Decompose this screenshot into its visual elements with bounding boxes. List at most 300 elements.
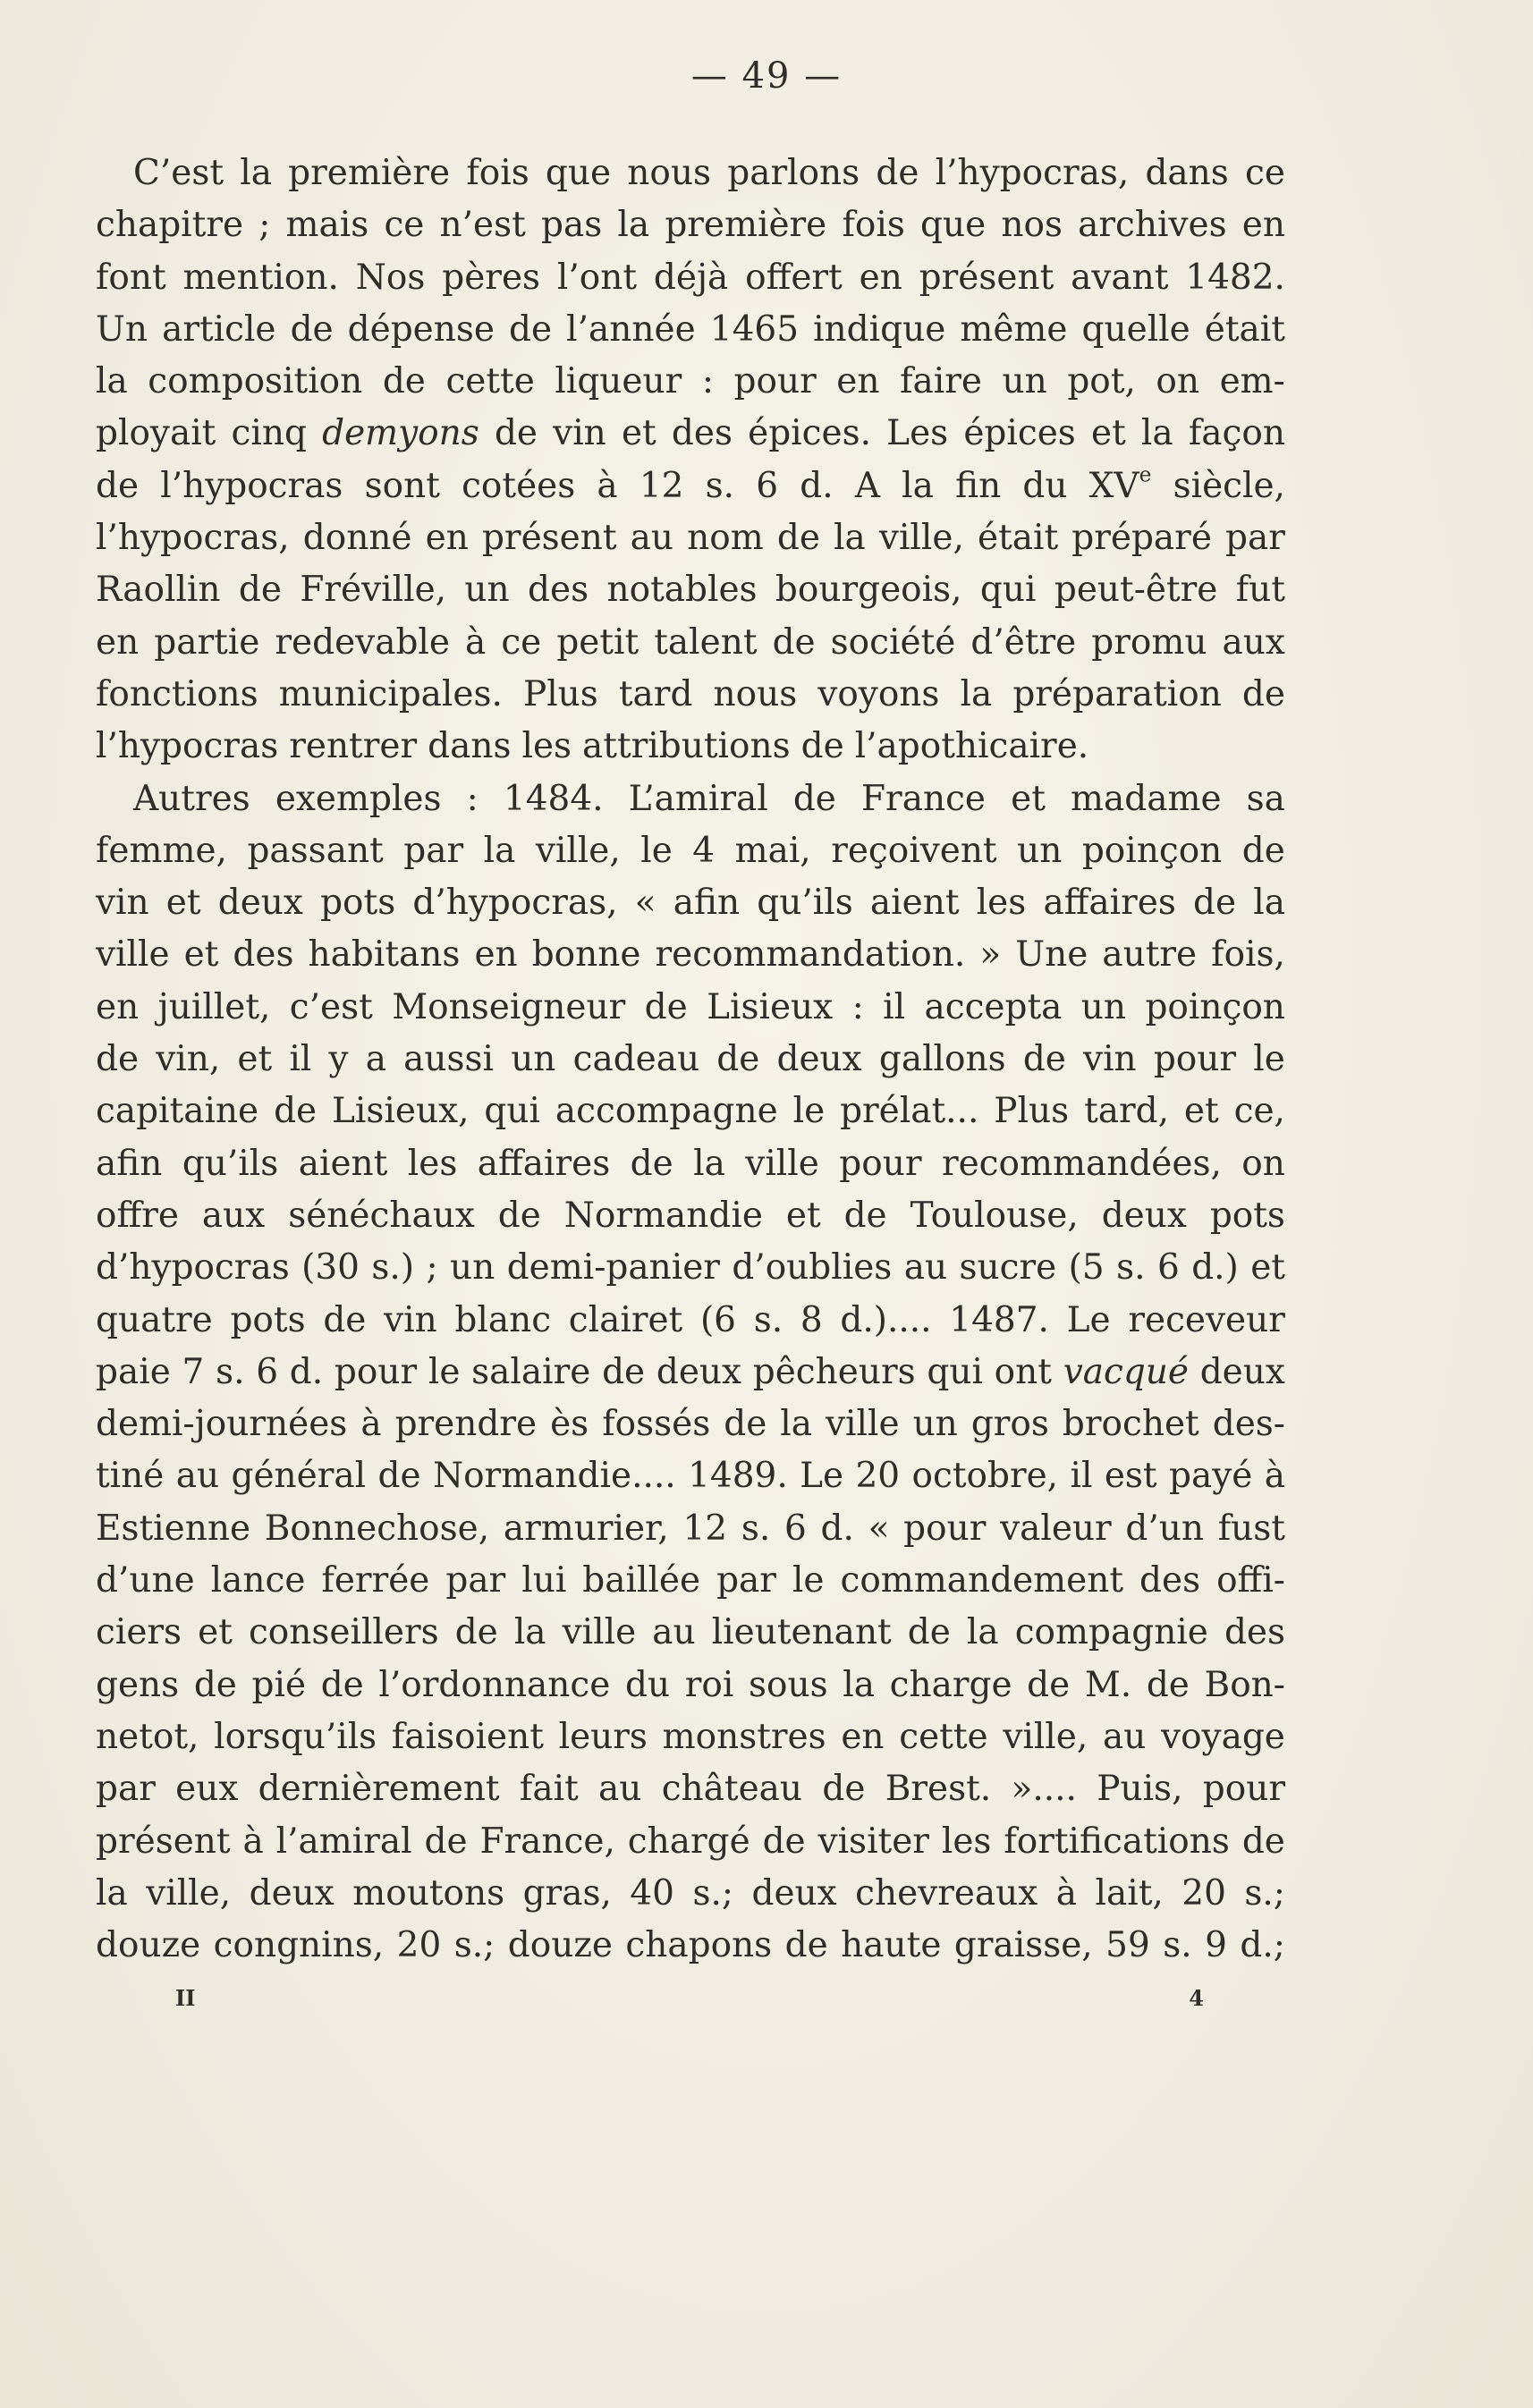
word: ; <box>258 205 271 246</box>
word: au <box>1102 1716 1147 1757</box>
text-line <box>96 199 1285 251</box>
word: passant <box>247 830 384 871</box>
word: Le <box>800 1456 844 1497</box>
word: était <box>1204 308 1285 350</box>
word: les <box>941 1821 992 1862</box>
word: blanc <box>454 1299 552 1340</box>
word: à <box>1264 1456 1285 1497</box>
word: lait, <box>1095 1872 1164 1914</box>
text-line <box>96 982 1285 1034</box>
word: 20 <box>396 1925 442 1966</box>
word: de <box>1241 830 1285 871</box>
word: lui <box>521 1560 567 1601</box>
word: un <box>450 1247 495 1288</box>
word: brochet <box>1062 1404 1199 1445</box>
word: parlons <box>727 153 860 193</box>
word: général <box>231 1456 367 1497</box>
word: quelle <box>1081 308 1190 350</box>
word: pêcheurs <box>752 1351 916 1392</box>
word: s.; <box>453 1925 495 1966</box>
text-line <box>96 1190 1285 1242</box>
word: au <box>652 1612 696 1653</box>
word: un <box>1080 986 1127 1027</box>
word: peut-être <box>1054 570 1218 611</box>
word: pots <box>1209 1195 1285 1236</box>
word: la <box>960 673 993 714</box>
text-line <box>96 460 1285 512</box>
word: de <box>776 518 820 559</box>
word: ciers <box>96 1612 182 1653</box>
word: de <box>96 465 140 506</box>
signature-left: II <box>175 1985 196 2011</box>
word: des <box>1139 1560 1201 1601</box>
word: ce <box>501 621 542 663</box>
word: par <box>716 1560 776 1601</box>
text-line <box>96 1920 1285 1972</box>
word: cotées <box>462 465 576 506</box>
word: nous <box>627 153 712 193</box>
word: Monseigneur <box>392 986 626 1027</box>
word: par <box>96 1769 156 1810</box>
word: d. <box>820 1508 854 1549</box>
word: ferrée <box>321 1560 430 1601</box>
word: de <box>424 1821 468 1862</box>
word: le <box>1253 1039 1285 1080</box>
word: présent <box>919 257 1054 298</box>
word: et <box>1183 1091 1219 1132</box>
word: s. <box>705 465 735 506</box>
word: deux <box>656 1351 742 1392</box>
word: deux <box>249 1872 335 1914</box>
word: ès <box>550 1404 589 1445</box>
word: ».... <box>1011 1769 1077 1810</box>
word: Raollin <box>96 570 221 611</box>
word: en <box>859 257 902 298</box>
word: première <box>665 205 827 246</box>
word: l’ont <box>556 257 638 298</box>
word: composition <box>148 361 363 402</box>
word: poinçon <box>1081 830 1223 871</box>
word: XVe <box>1088 461 1152 506</box>
word: de <box>792 778 836 819</box>
word: Autres <box>133 778 250 819</box>
word: ville <box>745 1143 819 1184</box>
word: on <box>1241 1143 1285 1184</box>
word: y <box>328 1039 349 1080</box>
text-line <box>96 773 1285 825</box>
word: et <box>165 883 201 924</box>
word: paie <box>96 1351 171 1392</box>
word: des <box>233 934 294 976</box>
word: aient <box>869 883 960 924</box>
word: de <box>602 1351 646 1392</box>
word: s. <box>216 1351 245 1392</box>
word: en <box>841 1716 885 1757</box>
word: nom <box>687 518 764 559</box>
word: Lisieux, <box>332 1091 470 1132</box>
text-line <box>96 1607 1285 1659</box>
word: l’hypocras <box>160 465 343 506</box>
word: » <box>979 934 1002 976</box>
word: épices. <box>748 413 871 454</box>
text-line <box>96 1086 1285 1137</box>
word: compagnie <box>1014 1612 1208 1653</box>
word: ville <box>826 1404 900 1445</box>
word: de <box>377 1456 421 1497</box>
word: 6 <box>756 465 779 506</box>
word: commandement <box>840 1560 1124 1601</box>
word: pour <box>733 361 817 402</box>
word: de <box>193 1664 237 1705</box>
word: font <box>96 257 166 298</box>
word: mais <box>285 205 369 246</box>
word: cadeau <box>572 1039 700 1080</box>
word: Normandie.... <box>432 1456 676 1497</box>
text-line <box>96 1242 1285 1294</box>
word: Puis, <box>1097 1769 1183 1810</box>
word: armurier, <box>503 1508 669 1549</box>
word: et <box>1090 413 1126 454</box>
word: de <box>1241 673 1285 714</box>
word: afin <box>673 883 741 924</box>
word: pié <box>251 1664 307 1705</box>
word: prélat... <box>840 1091 979 1132</box>
word: salaire <box>471 1351 591 1392</box>
word: 6 <box>256 1351 279 1392</box>
word: fonctions <box>96 673 258 714</box>
text-line <box>96 877 1285 929</box>
word: la <box>1253 883 1285 924</box>
word: qui <box>979 570 1037 611</box>
text-line <box>96 1763 1285 1815</box>
word: gallons <box>878 1039 1006 1080</box>
word: cette <box>899 1716 988 1757</box>
text-line <box>96 617 1285 669</box>
word: 20 <box>855 1456 901 1497</box>
word: congnins, <box>213 1925 385 1966</box>
word: au <box>903 1247 948 1288</box>
word: d. <box>289 1351 324 1392</box>
word: à <box>1055 1872 1078 1914</box>
text-line <box>96 825 1285 877</box>
word: payé <box>1168 1456 1253 1497</box>
word: de <box>1193 883 1237 924</box>
word: vin <box>384 1299 437 1340</box>
word: autre <box>1102 934 1198 976</box>
word: ville, <box>878 518 964 559</box>
word: qui <box>484 1091 540 1132</box>
word: à <box>597 465 618 506</box>
word: offert <box>745 257 843 298</box>
word: A <box>854 465 880 506</box>
word: l’année <box>566 308 696 350</box>
word: que <box>545 153 612 193</box>
word: « <box>868 1508 890 1549</box>
word: l’hypocras <box>96 726 279 767</box>
word: château <box>661 1769 803 1810</box>
word: épices <box>963 413 1076 454</box>
word: à <box>242 1821 264 1862</box>
word: est <box>1104 1456 1157 1497</box>
word: dans <box>428 726 512 767</box>
word: Fréville, <box>300 570 447 611</box>
word: société <box>830 621 956 663</box>
word: article <box>162 308 276 350</box>
word: qui <box>927 1351 983 1392</box>
word: poinçon <box>1145 986 1285 1027</box>
word: la <box>483 830 516 871</box>
word: cinq <box>231 413 307 454</box>
word: pots <box>320 883 396 924</box>
word: à <box>360 1404 382 1445</box>
word: sa <box>1246 778 1285 819</box>
word: fois, <box>1211 934 1285 976</box>
word: de <box>96 1039 140 1080</box>
word: eux <box>175 1769 239 1810</box>
word: pots <box>230 1299 306 1340</box>
word: liqueur <box>555 361 682 402</box>
word: juillet, <box>157 986 271 1027</box>
word: et <box>1011 778 1046 819</box>
word: n’est <box>439 205 526 246</box>
word: façon <box>1188 413 1285 454</box>
word: conseillers <box>248 1612 439 1653</box>
word: et <box>183 934 219 976</box>
word: ; <box>426 1247 438 1288</box>
word: leurs <box>558 1716 648 1757</box>
word: deux <box>751 1872 837 1914</box>
text-line <box>96 1450 1285 1502</box>
word: bourgeois, <box>775 570 962 611</box>
word: redevable <box>275 621 450 663</box>
word: ployait <box>96 413 216 454</box>
word: la <box>693 1143 725 1184</box>
word: demyons <box>322 413 479 454</box>
word: d.) <box>1191 1247 1239 1288</box>
word: siècle, <box>1173 465 1285 506</box>
word: gros <box>970 1404 1049 1445</box>
word: par <box>403 830 464 871</box>
word: la <box>834 518 866 559</box>
word: qu’ils <box>182 1143 279 1184</box>
word: qu’ils <box>757 883 853 924</box>
word: de <box>784 1925 828 1966</box>
word: et <box>621 413 656 454</box>
word: Toulouse, <box>910 1195 1079 1236</box>
word: fossés <box>602 1404 711 1445</box>
word: ce <box>1245 153 1285 193</box>
word: la <box>96 1872 128 1914</box>
body-text <box>96 148 1285 1972</box>
word: l’apothicaire. <box>854 726 1089 767</box>
word: les <box>407 1143 458 1184</box>
word: douze <box>96 1925 201 1966</box>
word: fait <box>519 1769 579 1810</box>
word: Une <box>1015 934 1088 976</box>
word: en <box>836 361 880 402</box>
word: mai, <box>734 830 811 871</box>
word: pour <box>1202 1769 1285 1810</box>
word: l’hypocras, <box>96 518 290 559</box>
word: aux <box>201 1195 266 1236</box>
word: municipales. <box>278 673 503 714</box>
text-line <box>96 1034 1285 1086</box>
word: pour <box>1153 1039 1237 1080</box>
paragraph <box>96 773 1285 1973</box>
word: L’amiral <box>628 778 768 819</box>
word: ville, <box>535 830 621 871</box>
word: de <box>772 621 816 663</box>
word: s. <box>753 1299 783 1340</box>
word: (6 <box>699 1299 736 1340</box>
word: (30 <box>301 1247 360 1288</box>
word: du <box>1022 465 1068 506</box>
word: vin <box>1083 1039 1137 1080</box>
word: : <box>466 778 479 819</box>
word: les <box>521 726 572 767</box>
word: le <box>792 1091 826 1132</box>
word: capitaine <box>96 1091 259 1132</box>
signature-marks <box>175 1985 1204 2011</box>
word: partie <box>154 621 260 663</box>
word: d.; <box>1240 1925 1285 1966</box>
word: 1465 <box>709 308 800 350</box>
word: Le <box>1066 1299 1111 1340</box>
word: de <box>644 986 688 1027</box>
word: de <box>1241 1821 1285 1862</box>
word: pour <box>839 1143 922 1184</box>
word: la <box>843 1664 875 1705</box>
word: sont <box>364 465 440 506</box>
word: un <box>1002 361 1047 402</box>
word: c’est <box>289 986 373 1027</box>
word: quatre <box>96 1299 213 1340</box>
text-line <box>96 1503 1285 1555</box>
word: de <box>630 1143 673 1184</box>
word: sucre <box>959 1247 1057 1288</box>
word: voyons <box>817 673 940 714</box>
word: l’hypocras, <box>935 153 1130 193</box>
word: graisse, <box>953 1925 1093 1966</box>
text-line <box>96 1347 1285 1398</box>
word: receveur <box>1128 1299 1285 1340</box>
word: s.; <box>692 1872 734 1914</box>
word: Plus <box>522 673 598 714</box>
word: mention. <box>182 257 339 298</box>
word: il <box>883 986 906 1027</box>
word: deux <box>1199 1351 1285 1392</box>
word: ce, <box>1233 1091 1285 1132</box>
word: le <box>792 1560 825 1601</box>
word: nos <box>1001 205 1063 246</box>
word: au <box>598 1769 642 1810</box>
word: vin <box>553 413 606 454</box>
text-line <box>96 1711 1285 1763</box>
word: chargé <box>627 1821 750 1862</box>
paragraph <box>96 148 1285 773</box>
word: de <box>382 361 426 402</box>
text-line <box>96 1555 1285 1607</box>
word: s.; <box>1244 1872 1285 1914</box>
word: de <box>716 1039 760 1080</box>
word: de <box>907 1612 951 1653</box>
word: et <box>198 1612 233 1653</box>
word: affaires <box>1043 883 1176 924</box>
word: avant <box>1071 257 1169 298</box>
word: promu <box>1091 621 1207 663</box>
word: 9 <box>1205 1925 1227 1966</box>
word: de <box>843 1195 887 1236</box>
word: dans <box>1145 153 1229 193</box>
word: même <box>960 308 1068 350</box>
word: Plus <box>994 1091 1070 1132</box>
text-line <box>96 512 1285 564</box>
text-line <box>96 1660 1285 1711</box>
word: les <box>976 883 1027 924</box>
word: de <box>323 1299 367 1340</box>
word: Estienne <box>96 1508 251 1549</box>
word: de <box>1027 1664 1071 1705</box>
word: des- <box>1212 1404 1285 1445</box>
word: prendre <box>394 1404 538 1445</box>
word: en <box>96 986 140 1027</box>
word: vin, <box>156 1039 221 1080</box>
word: au <box>175 1456 220 1497</box>
word: rentrer <box>289 726 418 767</box>
word: fortifications <box>1004 1821 1230 1862</box>
word: tard <box>618 673 693 714</box>
word: fust <box>1217 1508 1285 1549</box>
word: d’un <box>1125 1508 1204 1549</box>
word: attributions <box>582 726 791 767</box>
word: il <box>1070 1456 1093 1497</box>
word: faire <box>900 361 982 402</box>
word: de <box>1146 1664 1190 1705</box>
word: notables <box>606 570 758 611</box>
word: C’est <box>133 153 224 193</box>
word: ce <box>384 205 425 246</box>
word: pères <box>442 257 541 298</box>
word: voyage <box>1161 1716 1285 1757</box>
word: bonne <box>531 934 641 976</box>
text-line <box>96 929 1285 981</box>
word: baillée <box>582 1560 701 1601</box>
word: sous <box>748 1664 828 1705</box>
word: ville <box>96 934 170 976</box>
word: roi <box>684 1664 734 1705</box>
word: netot, <box>96 1716 199 1757</box>
word: donné <box>302 518 412 559</box>
word: 12 <box>639 465 684 506</box>
word: tard, <box>1084 1091 1169 1132</box>
word: demi-panier <box>506 1247 720 1288</box>
word: de <box>822 1769 866 1810</box>
word: préparé <box>1071 518 1212 559</box>
word: France, <box>479 1821 615 1862</box>
word: madame <box>1071 778 1222 819</box>
word: et <box>237 1039 273 1080</box>
word: vacqué <box>1063 1351 1189 1392</box>
word: aussi <box>403 1039 495 1080</box>
word: nous <box>713 673 798 714</box>
word: aux <box>1222 621 1285 663</box>
word: de <box>320 1664 364 1705</box>
word: recommandées, <box>941 1143 1222 1184</box>
text-line <box>96 408 1285 460</box>
word: un <box>511 1039 556 1080</box>
word: accepta <box>924 986 1063 1027</box>
word: 40 <box>630 1872 674 1914</box>
